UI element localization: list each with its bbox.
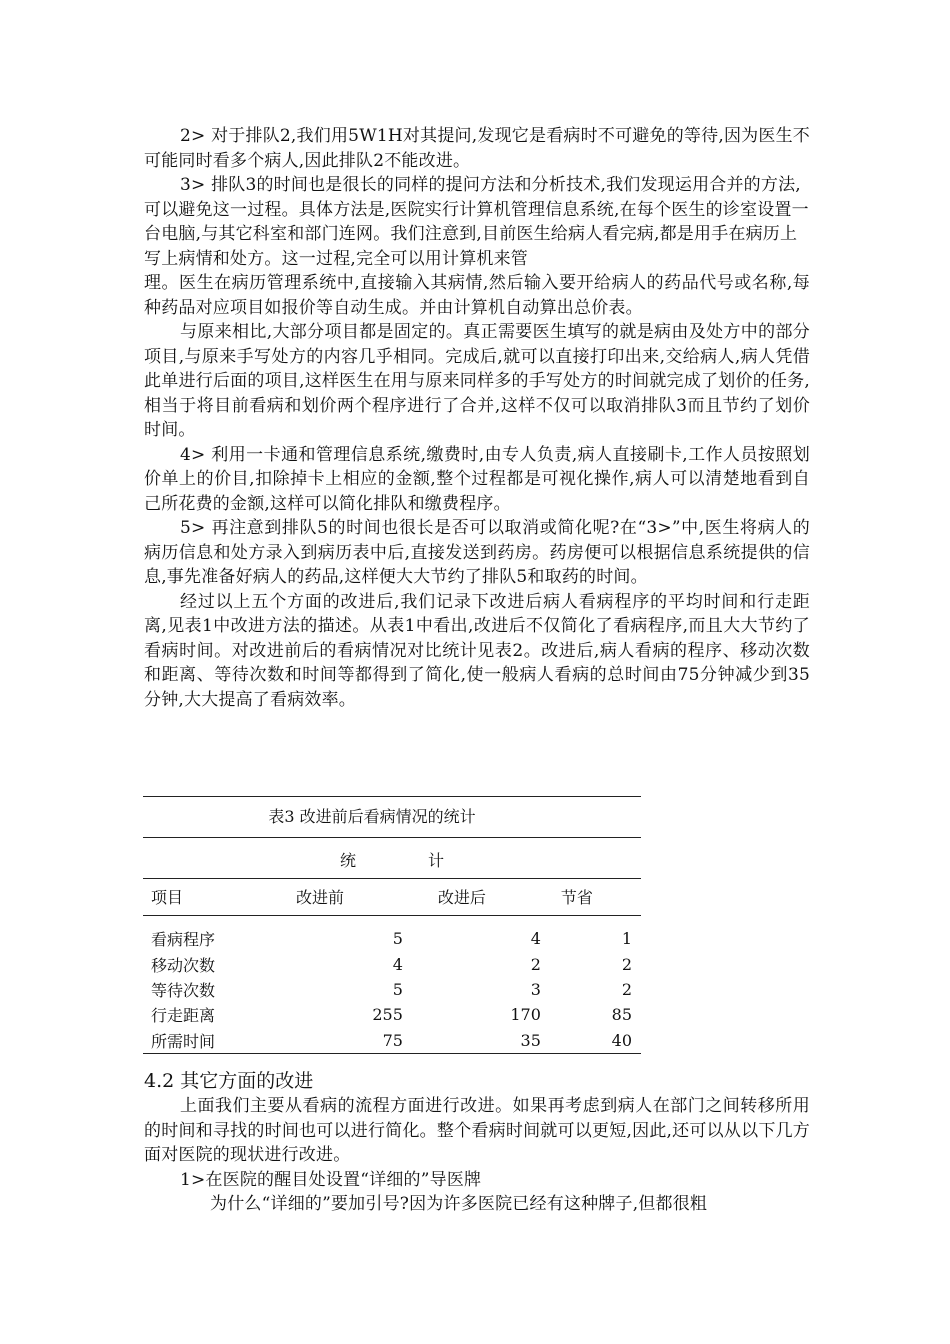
table-cell: 行走距离 [151, 1006, 216, 1026]
table-cell: 5 [392, 929, 403, 949]
column-header-after: 改进后 [437, 888, 486, 907]
table-cell: 5 [392, 979, 403, 999]
group-header-char-2: 计 [428, 851, 445, 870]
column-header-before: 改进前 [295, 888, 344, 907]
table-cell: 4 [530, 929, 541, 949]
table-cell: 85 [611, 1005, 632, 1025]
table-row [143, 1002, 641, 1027]
paragraph-queue-3: 3> 排队3的时间也是很长的同样的提问方法和分析技术,我们发现运用合并的方法,可以避免这一过程。具体方法是,医院实行计算机管理信息系统,在每个医生的诊室设置一台电脑,与其它科室和部门连网。我们注意到,目前医生给病人看完病,都是用手在病历上写上病情和处方。这一过程,完全可以用计算机来管 [144, 175, 809, 269]
paragraph-comparison: 与原来相比,大部分项目都是固定的。真正需要医生填写的就是病由及处方中的部分项目,与原来手写处方的内容几乎相同。完成后,就可以直接打印出来,交给病人,病人凭借此单进行后面的项目,这样医生在用与原来同样多的手写处方的时间就完成了划价的任务,相当于将目前看病和划价两个程序进行了合并,这样不仅可以取消排队3而且节约了划价时间。 [144, 322, 810, 440]
list-item-heading: 1>在医院的醒目处设置“详细的”导医牌 [180, 1169, 482, 1190]
table-row [143, 916, 641, 952]
table-cell: 2 [621, 954, 632, 974]
table-cell: 4 [392, 954, 403, 974]
column-header-saving: 节省 [560, 888, 593, 907]
column-header-item: 项目 [151, 888, 184, 907]
paragraph-queue-3-cont: 理。医生在病历管理系统中,直接输入其病情,然后输入要开给病人的药品代号或名称,每种药品对应项目如报价等自动生成。并由计算机自动算出总价表。 [144, 273, 810, 318]
paragraph-other-improvements: 上面我们主要从看病的流程方面进行改进。如果再考虑到病人在部门之间转移所用的时间和寻找的时间也可以进行简化。整个看病时间就可以更短,因此,还可以从以下几方面对医院的现状进行改进。 [144, 1096, 810, 1165]
table-cell: 2 [530, 954, 541, 974]
table-cell: 170 [510, 1005, 541, 1025]
section-body [144, 1094, 810, 1217]
group-header-char-1: 统 [340, 851, 357, 870]
table-row [143, 1028, 641, 1054]
table-cell: 移动次数 [151, 955, 216, 975]
table-cell: 75 [382, 1030, 403, 1050]
section-heading: 4.2 其它方面的改进 [144, 1070, 314, 1092]
table-header-row [143, 879, 641, 916]
table-row [143, 951, 641, 976]
table-cell: 255 [372, 1005, 403, 1025]
body-text [144, 124, 810, 712]
data-table [143, 879, 641, 1054]
table-cell: 3 [530, 979, 541, 999]
table-cell: 2 [621, 979, 632, 999]
table-cell: 1 [621, 929, 632, 949]
table-group-header [143, 838, 641, 878]
paragraph-guide-sign: 为什么“详细的”要加引号?因为许多医院已经有这种牌子,但都很粗 [210, 1194, 708, 1214]
statistics-table [143, 796, 641, 1054]
table-cell: 看病程序 [151, 930, 216, 950]
paragraph-queue-2: 2> 对于排队2,我们用5W1H对其提问,发现它是看病时不可避免的等待,因为医生不可能同时看多个病人,因此排队2不能改进。 [144, 126, 810, 171]
table-cell: 所需时间 [151, 1031, 216, 1051]
paragraph-queue-4: 4> 利用一卡通和管理信息系统,缴费时,由专人负责,病人直接刷卡,工作人员按照划价单上的价目,扣除掉卡上相应的金额,整个过程都是可视化操作,病人可以清楚地看到自己所花费的金额,这样可以简化排队和缴费程序。 [144, 444, 810, 514]
table-cell: 40 [611, 1030, 632, 1050]
table-caption: 表3 改进前后看病情况的统计 [268, 807, 476, 826]
paragraph-summary: 经过以上五个方面的改进后,我们记录下改进后病人看病程序的平均时间和行走距离,见表1中改进方法的描述。从表1中看出,改进后不仅简化了看病程序,而且大大节约了看病时间。对改进前后的看病情况对比统计见表2。改进后,病人看病的程序、移动次数和距离、等待次数和时间等都得到了简化,使一般病人看病的总时间由75分钟减少到35分钟,大大提高了看病效率。 [144, 591, 810, 710]
table-cell: 等待次数 [151, 980, 216, 1000]
paragraph-queue-5: 5> 再注意到排队5的时间也很长是否可以取消或简化呢?在“3>”中,医生将病人的病历信息和处方录入到病历表中后,直接发送到药房。药房便可以根据信息系统提供的信息,事先准备好病人的药品,这样便大大节约了排队5和取药的时间。 [144, 518, 810, 587]
table-row [143, 977, 641, 1002]
table-cell: 35 [520, 1030, 541, 1050]
